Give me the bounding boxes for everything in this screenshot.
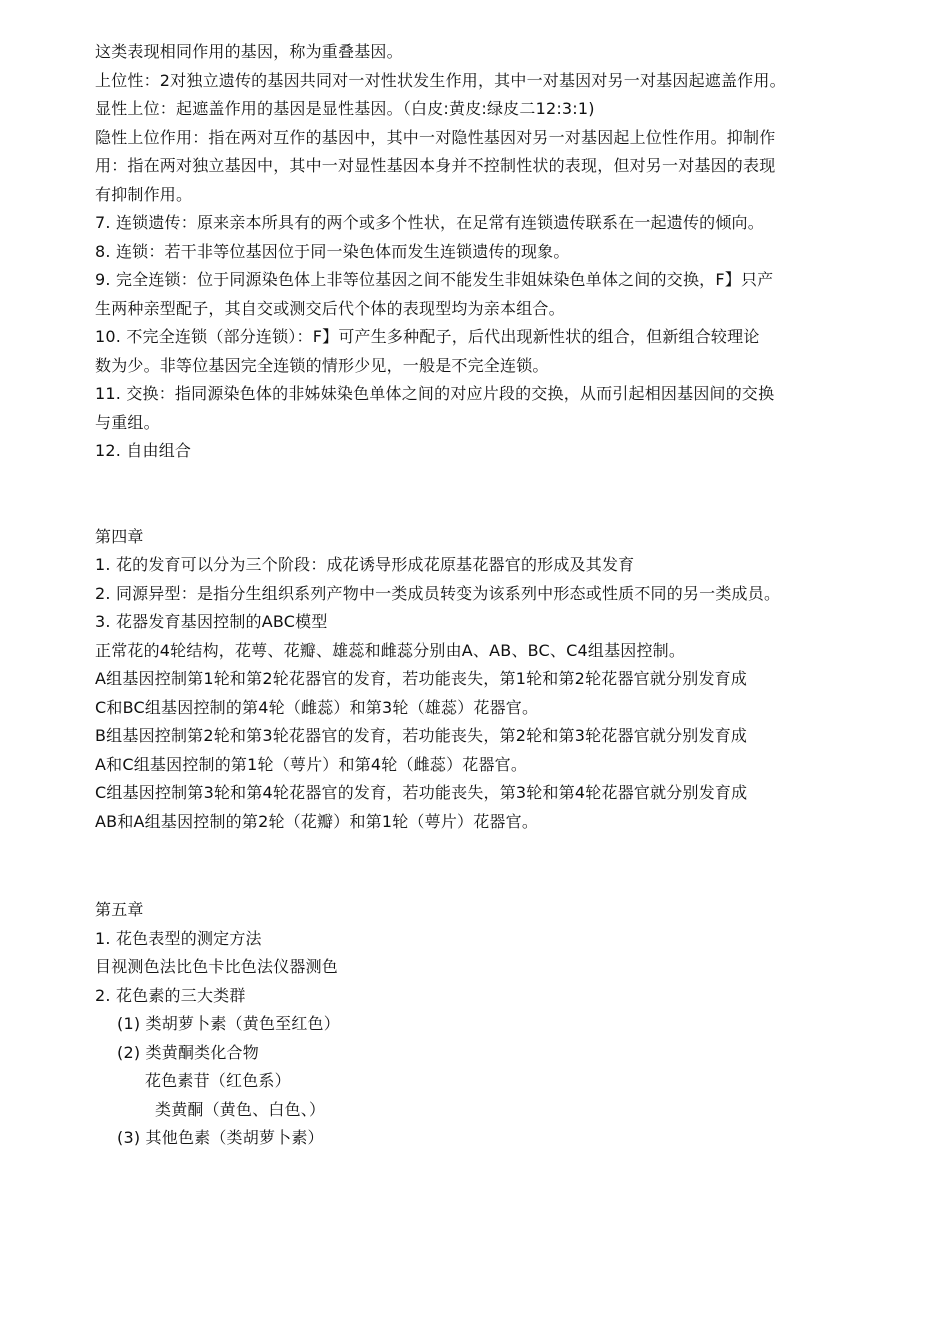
- paragraph-line: A组基因控制第1轮和第2轮花器官的发育，若功能丧失，第1轮和第2轮花器官就分别发育成: [95, 669, 748, 688]
- paragraph-line: 这类表现相同作用的基因，称为重叠基因。: [95, 42, 403, 61]
- list-item: 9. 完全连锁：位于同源染色体上非等位基因之间不能发生非姐妹染色单体之间的交换，F】只产: [95, 270, 774, 289]
- paragraph-line: 与重组。: [95, 412, 160, 432]
- list-item: 2. 花色素的三大类群: [95, 985, 246, 1005]
- section-genetics: [95, 38, 865, 466]
- paragraph-line: B组基因控制第2轮和第3轮花器官的发育，若功能丧失，第2轮和第3轮花器官就分别发育成: [95, 726, 748, 745]
- list-item: 10. 不完全连锁（部分连锁）：F】可产生多种配子，后代出现新性状的组合，但新组合较理论: [95, 327, 760, 346]
- spacer: [95, 836, 865, 896]
- spacer: [95, 466, 865, 523]
- sub-sub-item: 花色素苷（红色系）: [145, 1071, 291, 1090]
- sub-list-item: (1) 类胡萝卜素（黄色至红色）: [117, 1014, 340, 1033]
- paragraph-line: C和BC组基因控制的第4轮（雌蕊）和第3轮（雄蕊）花器官。: [95, 697, 539, 717]
- document-page: [95, 38, 865, 1153]
- list-item: 12. 自由组合: [95, 441, 192, 460]
- paragraph-line: 正常花的4轮结构，花萼、花瓣、雄蕊和雌蕊分别由A、AB、BC、C4组基因控制。: [95, 640, 686, 660]
- paragraph-line: 用：指在两对独立基因中，其中一对显性基因本身并不控制性状的表现，但对另一对基因的表现: [95, 156, 776, 175]
- list-item: 2. 同源异型：是指分生组织系列产物中一类成员转变为该系列中形态或性质不同的另一类成员。: [95, 583, 781, 603]
- section-chapter-five: [95, 896, 865, 1153]
- chapter-heading: 第五章: [95, 900, 144, 919]
- list-item: 7. 连锁遗传：原来亲本所具有的两个或多个性状，在足常有连锁遗传联系在一起遗传的倾向。: [95, 213, 764, 232]
- paragraph-line: 生两种亲型配子，其自交或测交后代个体的表现型均为亲本组合。: [95, 298, 565, 318]
- section-chapter-four: [95, 523, 865, 837]
- sub-list-item: (3) 其他色素（类胡萝卜素）: [117, 1128, 324, 1147]
- paragraph-line: 隐性上位作用：指在两对互作的基因中，其中一对隐性基因对另一对基因起上位性作用。抑制作: [95, 127, 776, 147]
- list-item: 8. 连锁：若干非等位基因位于同一染色体而发生连锁遗传的现象。: [95, 241, 570, 261]
- sub-list-item: (2) 类黄酮类化合物: [117, 1042, 259, 1062]
- paragraph-line: 上位性：2对独立遗传的基因共同对一对性状发生作用，其中一对基因对另一对基因起遮盖作用。: [95, 70, 786, 90]
- paragraph-line: A和C组基因控制的第1轮（萼片）和第4轮（雌蕊）花器官。: [95, 754, 528, 774]
- paragraph-line: 目视测色法比色卡比色法仪器测色: [95, 957, 339, 976]
- paragraph-line: 数为少。非等位基因完全连锁的情形少见，一般是不完全连锁。: [95, 355, 549, 375]
- paragraph-line: 有抑制作用。: [95, 184, 193, 204]
- paragraph-line: C组基因控制第3轮和第4轮花器官的发育，若功能丧失，第3轮和第4轮花器官就分别发育成: [95, 783, 748, 802]
- list-item: 1. 花的发育可以分为三个阶段：成花诱导形成花原基花器官的形成及其发育: [95, 555, 635, 574]
- paragraph-line: 显性上位：起遮盖作用的基因是显性基因。（白皮:黄皮:绿皮二12:3:1): [95, 99, 595, 118]
- chapter-heading: 第四章: [95, 526, 144, 546]
- list-item: 1. 花色表型的测定方法: [95, 928, 262, 948]
- paragraph-line: AB和A组基因控制的第2轮（花瓣）和第1轮（萼片）花器官。: [95, 811, 539, 831]
- list-item: 11. 交换：指同源染色体的非姊妹染色单体之间的对应片段的交换，从而引起相因基因间的交换: [95, 384, 775, 403]
- list-item: 3. 花器发育基因控制的ABC模型: [95, 612, 328, 631]
- sub-sub-item: 类黄酮（黄色、白色、）: [155, 1099, 326, 1119]
